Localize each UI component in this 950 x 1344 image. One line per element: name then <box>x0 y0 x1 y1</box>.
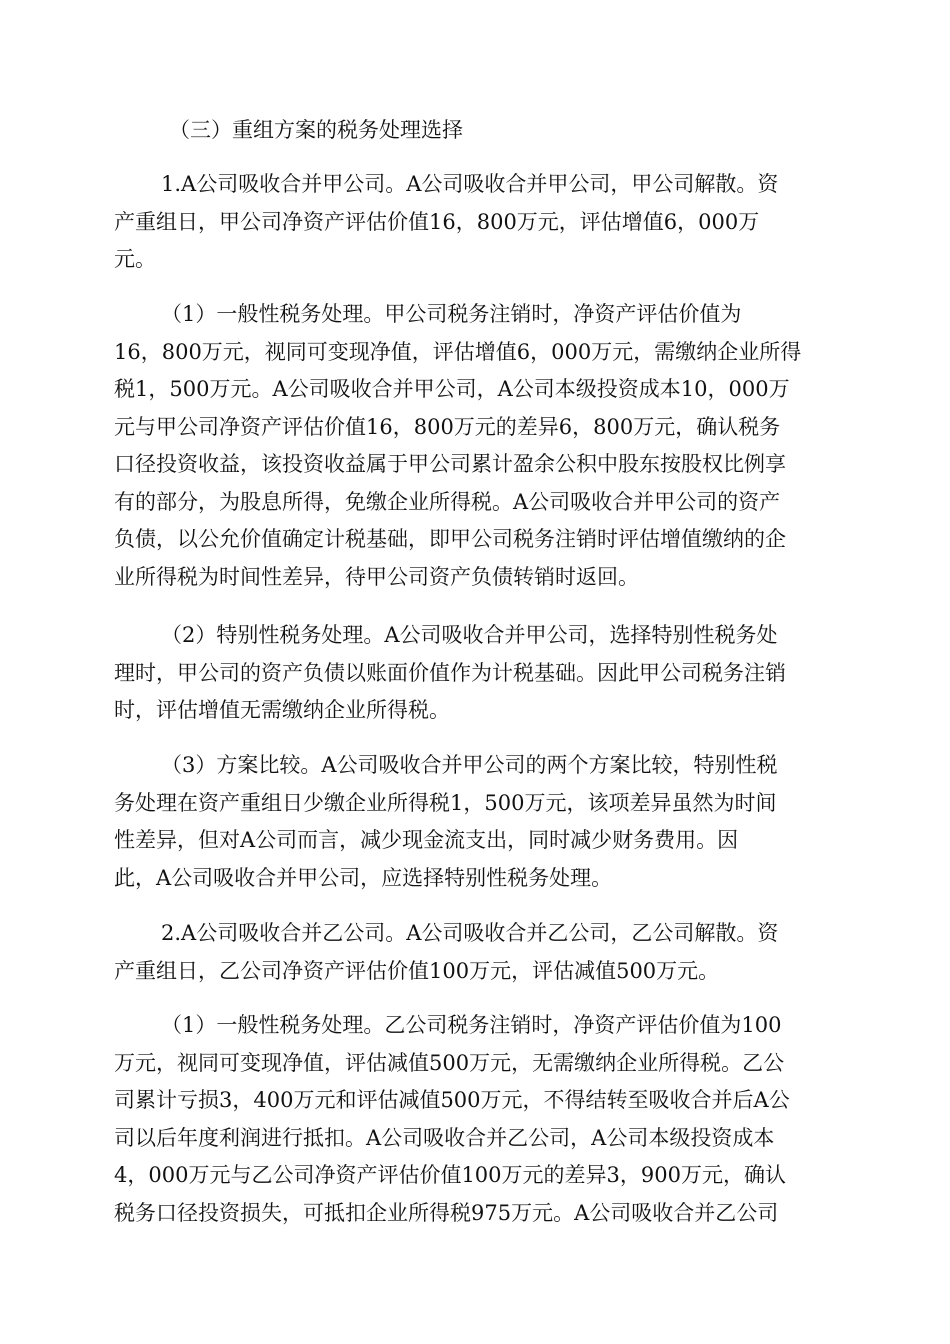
paragraph-line: 业所得税为时间性差异，待甲公司资产负债转销时返回。 <box>114 564 639 589</box>
paragraph-line: 税1，500万元。A公司吸收合并甲公司，A公司本级投资成本10，000万 <box>114 377 790 401</box>
paragraph-line: 有的部分，为股息所得，免缴企业所得税。A公司吸收合并甲公司的资产 <box>114 489 781 514</box>
paragraph-2 <box>114 296 834 596</box>
paragraph-line: 万元，视同可变现净值，评估减值500万元，无需缴纳企业所得税。乙公 <box>114 1050 785 1075</box>
section-heading-text: （三）重组方案的税务处理选择 <box>169 118 463 142</box>
paragraph-3 <box>114 617 834 730</box>
paragraph-line: 产重组日，甲公司净资产评估价值16，800万元，评估增值6，000万 <box>114 209 760 234</box>
paragraph-line: 2.A公司吸收合并乙公司。A公司吸收合并乙公司，乙公司解散。资 <box>161 921 779 945</box>
paragraph-line: 口径投资收益，该投资收益属于甲公司累计盈余公积中股东按股权比例享 <box>114 452 786 476</box>
paragraph-line: （3）方案比较。A公司吸收合并甲公司的两个方案比较，特别性税 <box>161 753 778 777</box>
paragraph-line: （1）一般性税务处理。甲公司税务注销时，净资产评估价值为 <box>161 302 742 326</box>
paragraph-1 <box>114 166 834 279</box>
paragraph-line: 理时，甲公司的资产负债以账面价值作为计税基础。因此甲公司税务注销 <box>114 660 786 685</box>
paragraph-4 <box>114 747 834 897</box>
paragraph-line: 税务口径投资损失，可抵扣企业所得税975万元。A公司吸收合并乙公司 <box>114 1200 779 1225</box>
paragraph-6 <box>114 1007 834 1232</box>
paragraph-line: 产重组日，乙公司净资产评估价值100万元，评估减值500万元。 <box>114 958 720 983</box>
paragraph-line: 时，评估增值无需缴纳企业所得税。 <box>114 698 450 722</box>
paragraph-line: 务处理在资产重组日少缴企业所得税1，500万元，该项差异虽然为时间 <box>114 790 777 815</box>
paragraph-line: （1）一般性税务处理。乙公司税务注销时，净资产评估价值为100 <box>161 1013 782 1037</box>
paragraph-line: 司累计亏损3，400万元和评估减值500万元，不得结转至吸收合并后A公 <box>114 1088 790 1112</box>
paragraph-5 <box>114 915 834 990</box>
paragraph-line: （2）特别性税务处理。A公司吸收合并甲公司，选择特别性税务处 <box>161 623 778 647</box>
paragraph-line: 元。 <box>114 247 156 271</box>
section-heading <box>169 112 889 150</box>
paragraph-line: 负债，以公允价值确定计税基础，即甲公司税务注销时评估增值缴纳的企 <box>114 527 786 551</box>
paragraph-line: 性差异，但对A公司而言，减少现金流支出，同时减少财务费用。因 <box>114 828 739 852</box>
paragraph-line: 此，A公司吸收合并甲公司，应选择特别性税务处理。 <box>114 865 613 890</box>
paragraph-line: 4，000万元与乙公司净资产评估价值100万元的差异3，900万元，确认 <box>114 1163 786 1187</box>
paragraph-line: 司以后年度利润进行抵扣。A公司吸收合并乙公司，A公司本级投资成本 <box>114 1125 775 1150</box>
paragraph-line: 1.A公司吸收合并甲公司。A公司吸收合并甲公司，甲公司解散。资 <box>161 172 779 196</box>
paragraph-line: 元与甲公司净资产评估价值16，800万元的差异6，800万元，确认税务 <box>114 414 781 439</box>
paragraph-line: 16，800万元，视同可变现净值，评估增值6，000万元，需缴纳企业所得 <box>114 339 802 364</box>
